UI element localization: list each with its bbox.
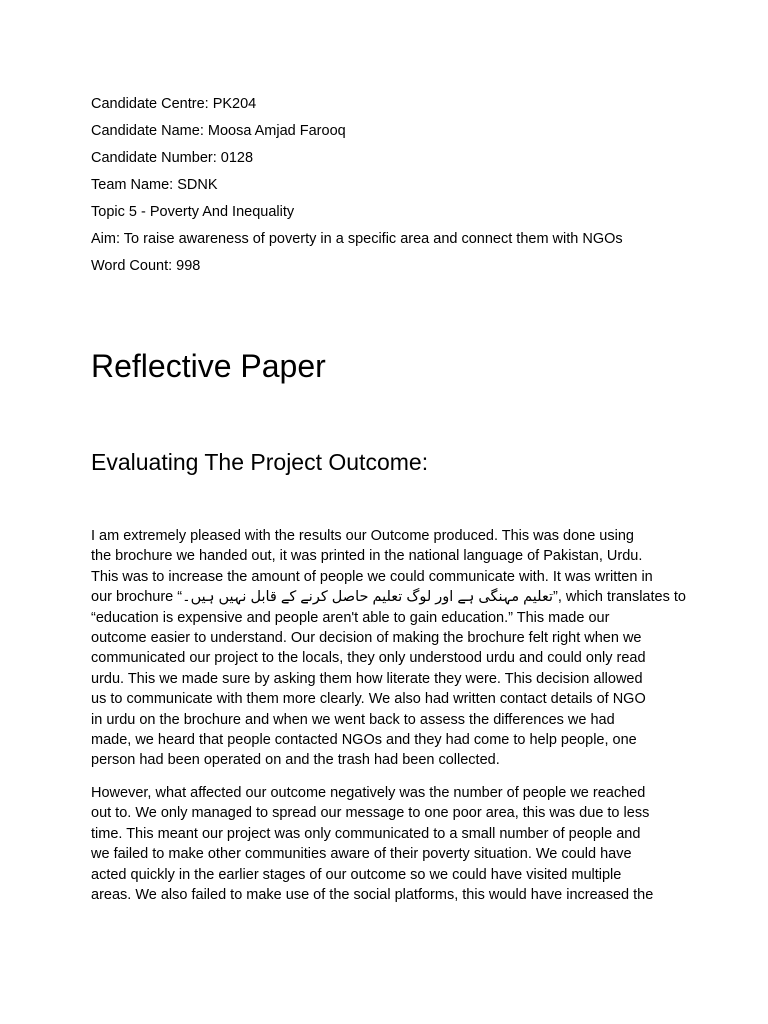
text-line: in urdu on the brochure and when we went back to assess the differences we had: [91, 711, 615, 728]
paragraph-1: [91, 526, 691, 771]
text-line: However, what affected our outcome negatively was the number of people we reached: [91, 784, 646, 801]
text-line: us to communicate with them more clearly. We also had written contact details of NGO: [91, 691, 646, 708]
text-line: I am extremely pleased with the results our Outcome produced. This was done using: [91, 528, 634, 544]
text-line: we failed to make other communities aware of their poverty situation. We could have: [91, 846, 632, 863]
text-line: communicated our project to the locals, they only understood urdu and could only read: [91, 650, 646, 667]
text-segment: ”, which translates to: [552, 589, 686, 606]
text-line: out to. We only managed to spread our message to one poor area, this was due to less: [91, 805, 650, 822]
text-line: made, we heard that people contacted NGOs and they had come to help people, one: [91, 732, 637, 749]
text-line: time. This meant our project was only communicated to a small number of people and: [91, 825, 641, 842]
team-name: Team Name: SDNK: [91, 177, 218, 193]
candidate-details: [91, 91, 691, 280]
text-line: the brochure we handed out, it was printed in the national language of Pakistan, Urdu.: [91, 548, 643, 565]
candidate-centre: Candidate Centre: PK204: [91, 96, 257, 112]
text-line: This was to increase the amount of people we could communicate with. It was written in: [91, 568, 653, 585]
urdu-quote: تعلیم مہنگی ہے اور لوگ تعلیم حاصل کرنے کے قابل نہیں ہیں۔: [182, 589, 553, 606]
text-line: “education is expensive and people aren't able to gain education.” This made our: [91, 609, 610, 626]
candidate-name: Candidate Name: Moosa Amjad Farooq: [91, 123, 346, 139]
topic: Topic 5 - Poverty And Inequality: [91, 204, 295, 220]
text-line: person had been operated on and the trash had been collected.: [91, 752, 500, 769]
candidate-number: Candidate Number: 0128: [91, 150, 254, 166]
document-title: Reflective Paper: [91, 348, 326, 384]
text-line-with-urdu: [91, 587, 691, 607]
body-text: [91, 526, 691, 917]
text-line: urdu. This we made sure by asking them how literate they were. This decision allowed: [91, 670, 643, 687]
aim: Aim: To raise awareness of poverty in a specific area and connect them with NGOs: [91, 231, 623, 247]
word-count: Word Count: 998: [91, 258, 201, 274]
paragraph-2: [91, 783, 691, 905]
text-line: outcome easier to understand. Our decision of making the brochure felt right when we: [91, 630, 642, 647]
text-line: areas. We also failed to make use of the social platforms, this would have increased the: [91, 886, 654, 903]
text-segment: our brochure “: [91, 589, 183, 606]
section-heading: Evaluating The Project Outcome:: [91, 449, 429, 475]
text-line: acted quickly in the earlier stages of our outcome so we could have visited multiple: [91, 866, 622, 883]
